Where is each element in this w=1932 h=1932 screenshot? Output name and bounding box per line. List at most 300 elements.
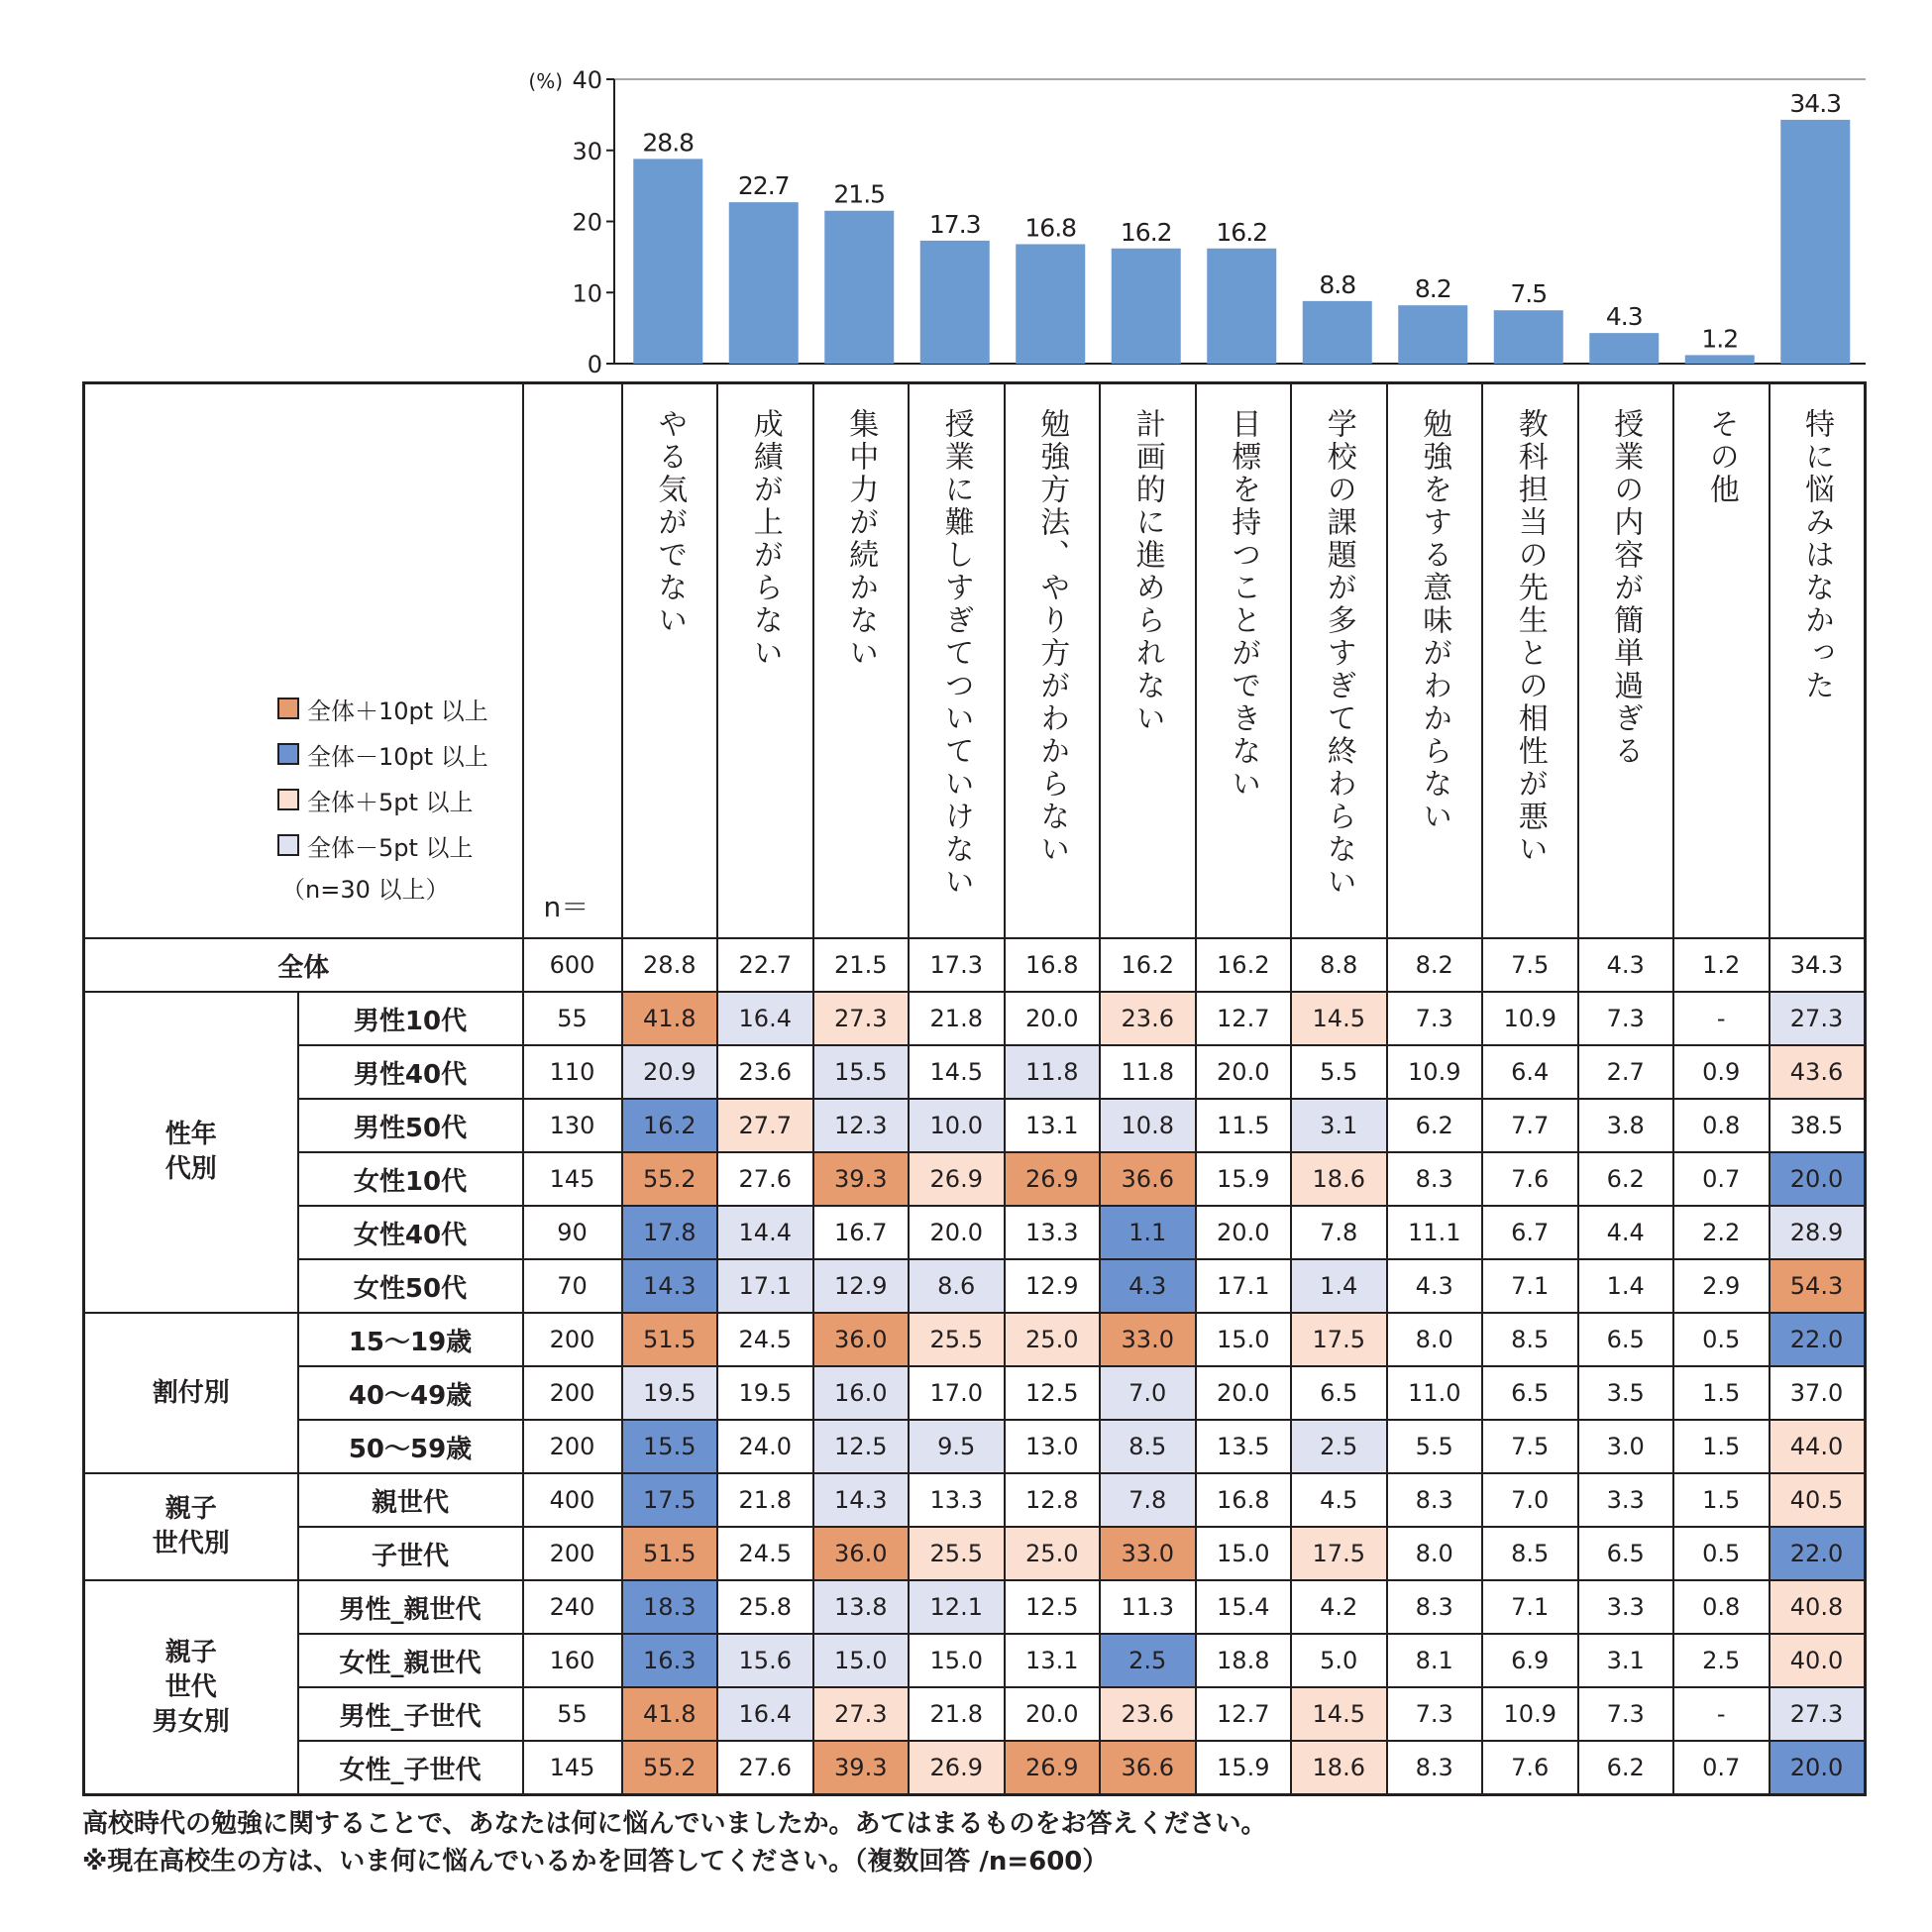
value-cell: 33.0 bbox=[1100, 1313, 1196, 1366]
value-cell: 7.1 bbox=[1482, 1580, 1578, 1634]
column-header-label: 授業の内容が簡単過ぎる bbox=[1608, 408, 1644, 768]
value-cell: 25.5 bbox=[909, 1313, 1005, 1366]
value-cell: 40.8 bbox=[1770, 1580, 1866, 1634]
value-cell: 15.0 bbox=[813, 1634, 910, 1687]
value-cell: 21.8 bbox=[909, 1687, 1005, 1741]
n-cell: 160 bbox=[523, 1634, 622, 1687]
legend bbox=[277, 686, 488, 905]
row-label: 男性50代 bbox=[298, 1099, 523, 1152]
row-label: 女性_子世代 bbox=[298, 1741, 523, 1795]
value-cell: 14.5 bbox=[1291, 1687, 1387, 1741]
value-cell: 4.3 bbox=[1100, 1259, 1196, 1313]
n-cell: 130 bbox=[523, 1099, 622, 1152]
value-cell: 13.1 bbox=[1005, 1634, 1101, 1687]
value-cell: 11.8 bbox=[1005, 1045, 1101, 1099]
column-header-label: その他 bbox=[1703, 408, 1739, 506]
value-cell: 12.3 bbox=[813, 1099, 910, 1152]
value-cell: 26.9 bbox=[909, 1152, 1005, 1206]
value-cell: 15.9 bbox=[1196, 1152, 1292, 1206]
value-cell: 2.5 bbox=[1100, 1634, 1196, 1687]
value-cell: 17.5 bbox=[1291, 1527, 1387, 1580]
value-cell: 24.5 bbox=[717, 1527, 813, 1580]
column-header bbox=[1578, 383, 1674, 939]
value-cell: 7.6 bbox=[1482, 1152, 1578, 1206]
legend-swatch bbox=[277, 789, 299, 810]
value-cell: 7.3 bbox=[1387, 1687, 1483, 1741]
n-header: n＝ bbox=[523, 383, 622, 939]
value-cell: 2.9 bbox=[1673, 1259, 1770, 1313]
column-header-label: 成績が上がらない bbox=[747, 408, 783, 670]
value-cell: 27.7 bbox=[717, 1099, 813, 1152]
value-cell: 21.8 bbox=[717, 1473, 813, 1527]
value-cell: 1.4 bbox=[1291, 1259, 1387, 1313]
value-cell: 26.9 bbox=[1005, 1152, 1101, 1206]
value-cell: 17.1 bbox=[717, 1259, 813, 1313]
value-cell: 8.3 bbox=[1387, 1473, 1483, 1527]
value-cell: 16.8 bbox=[1196, 1473, 1292, 1527]
value-cell: 17.5 bbox=[1291, 1313, 1387, 1366]
value-cell: 7.1 bbox=[1482, 1259, 1578, 1313]
value-cell: 0.8 bbox=[1673, 1099, 1770, 1152]
row-label: 男性10代 bbox=[298, 992, 523, 1045]
table-row bbox=[84, 992, 1866, 1045]
legend-item bbox=[277, 777, 488, 822]
value-cell: 15.4 bbox=[1196, 1580, 1292, 1634]
column-header-label: 特に悩みはなかった bbox=[1799, 408, 1834, 702]
table-row bbox=[84, 1473, 1866, 1527]
y-tick-label: 40 bbox=[572, 66, 602, 94]
n-cell: 55 bbox=[523, 992, 622, 1045]
value-cell: 6.2 bbox=[1578, 1741, 1674, 1795]
value-cell: 17.1 bbox=[1196, 1259, 1292, 1313]
value-cell: 37.0 bbox=[1770, 1366, 1866, 1420]
value-cell: 7.5 bbox=[1482, 938, 1578, 992]
n-cell: 600 bbox=[523, 938, 622, 992]
bar bbox=[1016, 244, 1085, 364]
value-cell: 11.3 bbox=[1100, 1580, 1196, 1634]
value-cell: 14.4 bbox=[717, 1206, 813, 1259]
value-cell: 36.0 bbox=[813, 1527, 910, 1580]
value-cell: 11.5 bbox=[1196, 1099, 1292, 1152]
bar-value-label: 17.3 bbox=[928, 209, 981, 239]
legend-swatch bbox=[277, 698, 299, 719]
value-cell: 21.5 bbox=[813, 938, 910, 992]
table-row bbox=[84, 1527, 1866, 1580]
value-cell: 7.7 bbox=[1482, 1099, 1578, 1152]
n-cell: 200 bbox=[523, 1420, 622, 1473]
value-cell: 13.8 bbox=[813, 1580, 910, 1634]
group-label-line: 代別 bbox=[164, 1154, 217, 1184]
group-label bbox=[84, 1473, 298, 1580]
column-header-label: 授業に難しすぎてついていけない bbox=[938, 408, 974, 899]
bar bbox=[920, 241, 990, 364]
value-cell: 54.3 bbox=[1770, 1259, 1866, 1313]
value-cell: 16.4 bbox=[717, 992, 813, 1045]
value-cell: 12.1 bbox=[909, 1580, 1005, 1634]
value-cell: 27.3 bbox=[813, 1687, 910, 1741]
row-label: 子世代 bbox=[298, 1527, 523, 1580]
group-label-line: 世代別 bbox=[152, 1529, 230, 1558]
value-cell: 13.3 bbox=[909, 1473, 1005, 1527]
value-cell: 16.3 bbox=[622, 1634, 718, 1687]
column-header bbox=[813, 383, 910, 939]
value-cell: 23.6 bbox=[717, 1045, 813, 1099]
value-cell: 9.5 bbox=[909, 1420, 1005, 1473]
legend-label: 全体＋10pt 以上 bbox=[307, 697, 488, 725]
bar bbox=[1494, 310, 1563, 364]
value-cell: 39.3 bbox=[813, 1152, 910, 1206]
value-cell: 6.9 bbox=[1482, 1634, 1578, 1687]
n-cell: 400 bbox=[523, 1473, 622, 1527]
bar bbox=[1685, 355, 1755, 364]
value-cell: 2.5 bbox=[1673, 1634, 1770, 1687]
value-cell: 21.8 bbox=[909, 992, 1005, 1045]
value-cell: 6.4 bbox=[1482, 1045, 1578, 1099]
value-cell: 14.3 bbox=[622, 1259, 718, 1313]
bar-value-label: 16.2 bbox=[1216, 217, 1268, 247]
value-cell: 20.0 bbox=[1770, 1741, 1866, 1795]
n-cell: 200 bbox=[523, 1366, 622, 1420]
value-cell: 8.0 bbox=[1387, 1313, 1483, 1366]
column-header-label: 学校の課題が多すぎて終わらない bbox=[1321, 408, 1356, 899]
legend-item bbox=[277, 686, 488, 731]
bar-value-label: 7.5 bbox=[1510, 279, 1548, 309]
bar-value-label: 4.3 bbox=[1605, 302, 1643, 332]
legend-label: 全体－5pt 以上 bbox=[307, 833, 474, 862]
value-cell: 19.5 bbox=[717, 1366, 813, 1420]
value-cell: 24.5 bbox=[717, 1313, 813, 1366]
y-tick-label: 10 bbox=[572, 279, 602, 308]
bar-value-label: 34.3 bbox=[1789, 88, 1842, 118]
value-cell: 8.2 bbox=[1387, 938, 1483, 992]
value-cell: - bbox=[1673, 1687, 1770, 1741]
value-cell: 2.7 bbox=[1578, 1045, 1674, 1099]
table-row bbox=[84, 1687, 1866, 1741]
group-label-line: 親子 bbox=[164, 1637, 217, 1667]
n-cell: 145 bbox=[523, 1152, 622, 1206]
value-cell: 6.5 bbox=[1578, 1527, 1674, 1580]
value-cell: 25.8 bbox=[717, 1580, 813, 1634]
y-tick-label: 20 bbox=[572, 208, 602, 237]
question-text bbox=[82, 1805, 1266, 1880]
value-cell: 8.5 bbox=[1482, 1527, 1578, 1580]
value-cell: 5.5 bbox=[1291, 1045, 1387, 1099]
bar bbox=[1207, 249, 1276, 364]
value-cell: 41.8 bbox=[622, 1687, 718, 1741]
legend-swatch bbox=[277, 743, 299, 765]
value-cell: 20.0 bbox=[1770, 1152, 1866, 1206]
group-label bbox=[84, 992, 298, 1313]
column-header-label: 勉強をする意味がわからない bbox=[1417, 408, 1452, 833]
value-cell: 20.0 bbox=[1005, 1687, 1101, 1741]
value-cell: 4.2 bbox=[1291, 1580, 1387, 1634]
value-cell: 15.5 bbox=[813, 1045, 910, 1099]
value-cell: 7.3 bbox=[1578, 1687, 1674, 1741]
table-row bbox=[84, 1152, 1866, 1206]
value-cell: 24.0 bbox=[717, 1420, 813, 1473]
value-cell: 1.5 bbox=[1673, 1473, 1770, 1527]
value-cell: 12.5 bbox=[813, 1420, 910, 1473]
value-cell: 0.7 bbox=[1673, 1152, 1770, 1206]
value-cell: 12.5 bbox=[1005, 1580, 1101, 1634]
row-label: 女性50代 bbox=[298, 1259, 523, 1313]
value-cell: 17.0 bbox=[909, 1366, 1005, 1420]
value-cell: 18.6 bbox=[1291, 1152, 1387, 1206]
value-cell: 1.5 bbox=[1673, 1420, 1770, 1473]
value-cell: 0.9 bbox=[1673, 1045, 1770, 1099]
bar bbox=[633, 159, 702, 364]
bar-value-label: 8.2 bbox=[1414, 274, 1451, 304]
value-cell: 51.5 bbox=[622, 1313, 718, 1366]
value-cell: 3.0 bbox=[1578, 1420, 1674, 1473]
legend-swatch bbox=[277, 834, 299, 856]
value-cell: 13.1 bbox=[1005, 1099, 1101, 1152]
column-header bbox=[1196, 383, 1292, 939]
column-header bbox=[909, 383, 1005, 939]
value-cell: 16.2 bbox=[1196, 938, 1292, 992]
table-row bbox=[84, 1206, 1866, 1259]
value-cell: 6.5 bbox=[1291, 1366, 1387, 1420]
group-label bbox=[84, 1313, 298, 1473]
value-cell: 10.9 bbox=[1387, 1045, 1483, 1099]
value-cell: 7.6 bbox=[1482, 1741, 1578, 1795]
column-header bbox=[1100, 383, 1196, 939]
y-tick-label: 0 bbox=[587, 351, 602, 376]
value-cell: 27.3 bbox=[813, 992, 910, 1045]
table-row bbox=[84, 1099, 1866, 1152]
row-label: 女性10代 bbox=[298, 1152, 523, 1206]
n-cell: 90 bbox=[523, 1206, 622, 1259]
value-cell: 41.8 bbox=[622, 992, 718, 1045]
value-cell: 11.8 bbox=[1100, 1045, 1196, 1099]
bar-value-label: 8.8 bbox=[1319, 269, 1356, 299]
table-row bbox=[84, 1580, 1866, 1634]
value-cell: 3.3 bbox=[1578, 1473, 1674, 1527]
column-header bbox=[1005, 383, 1101, 939]
row-label: 男性_親世代 bbox=[298, 1580, 523, 1634]
value-cell: 7.0 bbox=[1100, 1366, 1196, 1420]
value-cell: 16.7 bbox=[813, 1206, 910, 1259]
value-cell: 20.0 bbox=[1196, 1366, 1292, 1420]
value-cell: 16.0 bbox=[813, 1366, 910, 1420]
n-cell: 55 bbox=[523, 1687, 622, 1741]
value-cell: 10.8 bbox=[1100, 1099, 1196, 1152]
value-cell: 55.2 bbox=[622, 1741, 718, 1795]
column-header bbox=[1673, 383, 1770, 939]
value-cell: 18.6 bbox=[1291, 1741, 1387, 1795]
value-cell: 1.2 bbox=[1673, 938, 1770, 992]
bar-value-label: 22.7 bbox=[737, 171, 790, 201]
row-label: 男性40代 bbox=[298, 1045, 523, 1099]
value-cell: 3.1 bbox=[1578, 1634, 1674, 1687]
value-cell: 38.5 bbox=[1770, 1099, 1866, 1152]
value-cell: 7.0 bbox=[1482, 1473, 1578, 1527]
value-cell: 23.6 bbox=[1100, 1687, 1196, 1741]
value-cell: 8.5 bbox=[1482, 1313, 1578, 1366]
value-cell: 6.2 bbox=[1578, 1152, 1674, 1206]
value-cell: 28.8 bbox=[622, 938, 718, 992]
value-cell: 1.5 bbox=[1673, 1366, 1770, 1420]
value-cell: 12.7 bbox=[1196, 1687, 1292, 1741]
value-cell: 27.6 bbox=[717, 1741, 813, 1795]
value-cell: 36.0 bbox=[813, 1313, 910, 1366]
row-label-total: 全体 bbox=[84, 938, 523, 992]
y-tick-label: 30 bbox=[572, 137, 602, 165]
value-cell: 4.3 bbox=[1387, 1259, 1483, 1313]
legend-item bbox=[277, 822, 488, 868]
value-cell: 18.3 bbox=[622, 1580, 718, 1634]
value-cell: 7.8 bbox=[1100, 1473, 1196, 1527]
value-cell: 17.3 bbox=[909, 938, 1005, 992]
question-line-1: 高校時代の勉強に関することで、あなたは何に悩んでいましたか。あてはまるものをお答えください。 bbox=[82, 1809, 1267, 1839]
value-cell: 15.6 bbox=[717, 1634, 813, 1687]
value-cell: 7.8 bbox=[1291, 1206, 1387, 1259]
bar-value-label: 28.8 bbox=[642, 128, 695, 158]
value-cell: 5.5 bbox=[1387, 1420, 1483, 1473]
value-cell: 36.6 bbox=[1100, 1152, 1196, 1206]
group-label-line: 親子 bbox=[164, 1494, 217, 1524]
column-header bbox=[1770, 383, 1866, 939]
n-cell: 110 bbox=[523, 1045, 622, 1099]
value-cell: 8.3 bbox=[1387, 1152, 1483, 1206]
column-header-label: 勉強方法、やり方がわからない bbox=[1034, 408, 1070, 866]
value-cell: 22.0 bbox=[1770, 1527, 1866, 1580]
bar bbox=[1112, 249, 1181, 364]
value-cell: 8.1 bbox=[1387, 1634, 1483, 1687]
value-cell: 12.9 bbox=[813, 1259, 910, 1313]
value-cell: 0.7 bbox=[1673, 1741, 1770, 1795]
value-cell: 3.8 bbox=[1578, 1099, 1674, 1152]
value-cell: 3.3 bbox=[1578, 1580, 1674, 1634]
column-header-label: 集中力が続かない bbox=[843, 408, 879, 670]
data-table bbox=[82, 381, 1867, 1796]
value-cell: 13.3 bbox=[1005, 1206, 1101, 1259]
value-cell: 8.5 bbox=[1100, 1420, 1196, 1473]
column-header-label: やる気がでない bbox=[652, 408, 688, 637]
column-header bbox=[1387, 383, 1483, 939]
value-cell: 8.3 bbox=[1387, 1741, 1483, 1795]
table-row bbox=[84, 1634, 1866, 1687]
value-cell: 20.9 bbox=[622, 1045, 718, 1099]
table-row bbox=[84, 1741, 1866, 1795]
value-cell: 16.2 bbox=[1100, 938, 1196, 992]
value-cell: 15.0 bbox=[1196, 1527, 1292, 1580]
value-cell: 25.0 bbox=[1005, 1313, 1101, 1366]
bar-value-label: 16.8 bbox=[1024, 213, 1077, 243]
value-cell: 11.1 bbox=[1387, 1206, 1483, 1259]
bar bbox=[1589, 333, 1659, 364]
value-cell: 7.3 bbox=[1578, 992, 1674, 1045]
value-cell: 8.8 bbox=[1291, 938, 1387, 992]
bar bbox=[1780, 120, 1850, 364]
column-header-label: 計画的に進められない bbox=[1129, 408, 1165, 735]
value-cell: 3.1 bbox=[1291, 1099, 1387, 1152]
value-cell: 15.0 bbox=[909, 1634, 1005, 1687]
table-row-total bbox=[84, 938, 1866, 992]
legend-label: 全体－10pt 以上 bbox=[307, 742, 488, 771]
column-header bbox=[622, 383, 718, 939]
bar-value-label: 16.2 bbox=[1120, 217, 1172, 247]
value-cell: 0.8 bbox=[1673, 1580, 1770, 1634]
n-cell: 200 bbox=[523, 1313, 622, 1366]
bar bbox=[729, 202, 799, 364]
value-cell: 15.0 bbox=[1196, 1313, 1292, 1366]
value-cell: 18.8 bbox=[1196, 1634, 1292, 1687]
value-cell: 20.0 bbox=[1005, 992, 1101, 1045]
legend-label: 全体＋5pt 以上 bbox=[307, 788, 474, 816]
value-cell: 6.2 bbox=[1387, 1099, 1483, 1152]
value-cell: 13.5 bbox=[1196, 1420, 1292, 1473]
legend-item bbox=[277, 731, 488, 777]
value-cell: 22.0 bbox=[1770, 1313, 1866, 1366]
value-cell: 4.3 bbox=[1578, 938, 1674, 992]
y-unit-label: (%) bbox=[528, 69, 563, 93]
value-cell: 12.9 bbox=[1005, 1259, 1101, 1313]
value-cell: 27.3 bbox=[1770, 992, 1866, 1045]
value-cell: 44.0 bbox=[1770, 1420, 1866, 1473]
row-label: 15～19歳 bbox=[298, 1313, 523, 1366]
value-cell: 13.0 bbox=[1005, 1420, 1101, 1473]
value-cell: 8.6 bbox=[909, 1259, 1005, 1313]
value-cell: 8.3 bbox=[1387, 1580, 1483, 1634]
value-cell: 6.7 bbox=[1482, 1206, 1578, 1259]
value-cell: 7.5 bbox=[1482, 1420, 1578, 1473]
column-header bbox=[1482, 383, 1578, 939]
value-cell: 16.2 bbox=[622, 1099, 718, 1152]
value-cell: 3.5 bbox=[1578, 1366, 1674, 1420]
row-label: 50～59歳 bbox=[298, 1420, 523, 1473]
value-cell: 2.2 bbox=[1673, 1206, 1770, 1259]
value-cell: 0.5 bbox=[1673, 1313, 1770, 1366]
n-cell: 200 bbox=[523, 1527, 622, 1580]
value-cell: 15.9 bbox=[1196, 1741, 1292, 1795]
bar-value-label: 1.2 bbox=[1701, 324, 1739, 354]
value-cell: 22.7 bbox=[717, 938, 813, 992]
value-cell: 25.0 bbox=[1005, 1527, 1101, 1580]
column-header bbox=[1291, 383, 1387, 939]
column-header bbox=[717, 383, 813, 939]
column-header-label: 目標を持つことができない bbox=[1226, 408, 1261, 801]
table-row bbox=[84, 1366, 1866, 1420]
value-cell: 10.0 bbox=[909, 1099, 1005, 1152]
value-cell: 14.3 bbox=[813, 1473, 910, 1527]
value-cell: 26.9 bbox=[1005, 1741, 1101, 1795]
row-label: 女性_親世代 bbox=[298, 1634, 523, 1687]
group-label-line: 世代 bbox=[164, 1671, 217, 1702]
value-cell: 19.5 bbox=[622, 1366, 718, 1420]
value-cell: 34.3 bbox=[1770, 938, 1866, 992]
value-cell: 36.6 bbox=[1100, 1741, 1196, 1795]
value-cell: 0.5 bbox=[1673, 1527, 1770, 1580]
value-cell: 4.5 bbox=[1291, 1473, 1387, 1527]
value-cell: 1.4 bbox=[1578, 1259, 1674, 1313]
value-cell: 39.3 bbox=[813, 1741, 910, 1795]
value-cell: 5.0 bbox=[1291, 1634, 1387, 1687]
value-cell: 1.1 bbox=[1100, 1206, 1196, 1259]
bar bbox=[1398, 305, 1467, 364]
value-cell: 17.5 bbox=[622, 1473, 718, 1527]
bar bbox=[824, 211, 894, 364]
value-cell: - bbox=[1673, 992, 1770, 1045]
value-cell: 51.5 bbox=[622, 1527, 718, 1580]
value-cell: 12.8 bbox=[1005, 1473, 1101, 1527]
row-label: 40～49歳 bbox=[298, 1366, 523, 1420]
value-cell: 2.5 bbox=[1291, 1420, 1387, 1473]
value-cell: 20.0 bbox=[909, 1206, 1005, 1259]
value-cell: 27.6 bbox=[717, 1152, 813, 1206]
bar bbox=[1303, 301, 1372, 364]
value-cell: 16.4 bbox=[717, 1687, 813, 1741]
